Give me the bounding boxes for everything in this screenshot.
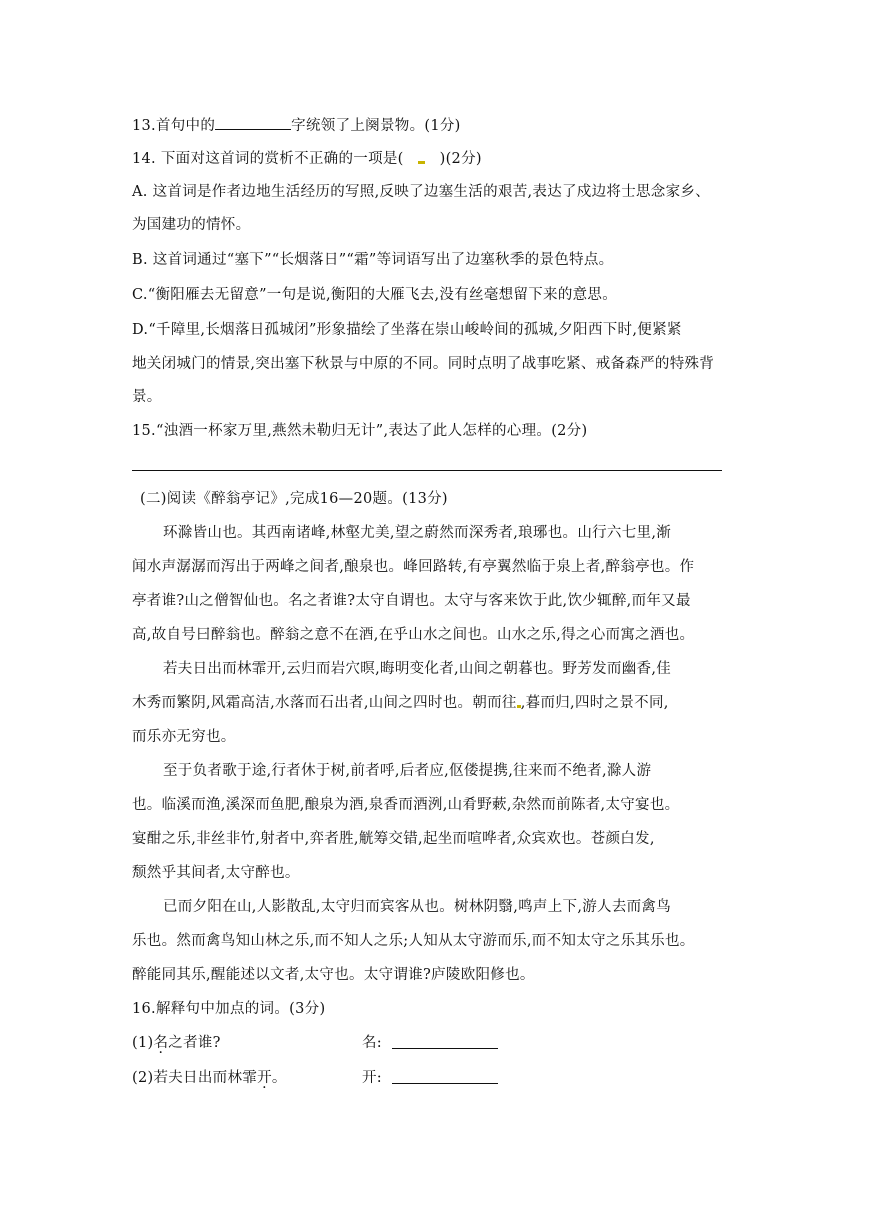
option-d-line1: D.“千障里,长烟落日孤城闭”形象描绘了坐落在崇山峻岭间的孤城,夕阳西下时,便紧紧 <box>132 322 682 338</box>
section-2-heading: (二)阅读《醉翁亭记》,完成16—20题。(13分) <box>140 491 448 507</box>
passage-line: 宴酣之乐,非丝非竹,射者中,弈者胜,觥筹交错,起坐而喧哗者,众宾欢也。苍颜白发, <box>132 831 655 847</box>
q13-answer-blank[interactable] <box>215 115 291 130</box>
option-c: C.“衡阳雁去无留意”一句是说,衡阳的大雁飞去,没有丝毫想留下来的意思。 <box>132 287 618 303</box>
passage-line: 颓然乎其间者,太守醉也。 <box>132 865 300 881</box>
question-16: 16.解释句中加点的词。(3分) <box>132 1001 326 1017</box>
q13-text-after: 字统领了上阕景物。(1分) <box>291 118 461 134</box>
item-text: 。 <box>271 1070 287 1086</box>
q16-item-1 <box>132 1031 221 1052</box>
q15-answer-line[interactable] <box>132 470 722 471</box>
passage-line: 已而夕阳在山,人影散乱,太守归而宾客从也。树林阴翳,鸣声上下,游人去而禽鸟 <box>163 899 672 915</box>
passage-line: 环滁皆山也。其西南诸峰,林壑尤美,望之蔚然而深秀者,琅琊也。山行六七里,渐 <box>163 525 672 541</box>
q13-text-before: 13.首句中的 <box>132 118 216 134</box>
option-a-line2: 为国建功的情怀。 <box>132 217 251 233</box>
passage-line: 亭者谁?山之僧智仙也。名之者谁?太守自谓也。太守与客来饮于此,饮少辄醉,而年又最 <box>132 593 691 609</box>
passage-line <box>132 691 669 712</box>
dotted-word: 开 <box>257 1070 272 1086</box>
q16-item-2-answer-blank[interactable] <box>392 1082 498 1084</box>
option-b: B. 这首词通过“塞下”“长烟落日”“霜”等词语写出了边塞秋季的景色特点。 <box>132 252 614 268</box>
question-13 <box>132 114 461 135</box>
dotted-word: 名 <box>153 1035 169 1051</box>
passage-line: 至于负者歌于途,行者休于树,前者呼,后者应,伛偻提携,往来而不绝者,滁人游 <box>163 763 652 779</box>
q14-stem-after: )(2分) <box>439 151 482 167</box>
passage-text: ,暮而归,四时之景不同, <box>520 695 669 711</box>
q14-stem-before: 14. 下面对这首词的赏析不正确的一项是( <box>132 151 404 167</box>
passage-line: 高,故自号曰醉翁也。醉翁之意不在酒,在乎山水之间也。山水之乐,得之心而寓之酒也。 <box>132 627 695 643</box>
q16-item-1-answer-blank[interactable] <box>392 1047 498 1049</box>
passage-line: 也。临溪而渔,溪深而鱼肥,酿泉为酒,泉香而酒洌,山肴野蔌,杂然而前陈者,太守宴也。 <box>132 797 680 813</box>
question-14 <box>132 147 482 168</box>
passage-line: 而乐亦无穷也。 <box>132 729 236 745</box>
passage-text: 木秀而繁阴,风霜高洁,水落而石出者,山间之四时也。朝而往 <box>132 695 517 711</box>
option-d-line2: 地关闭城门的情景,突出塞下秋景与中原的不同。同时点明了战事吃紧、戒备森严的特殊背 <box>132 356 715 372</box>
q16-item-2-label: 开: <box>362 1070 382 1086</box>
item-number: (2) <box>132 1070 154 1086</box>
q14-answer-blank[interactable] <box>404 151 440 167</box>
passage-line: 闻水声潺潺而泻出于两峰之间者,酿泉也。峰回路转,有亭翼然临于泉上者,醉翁亭也。作 <box>132 559 695 575</box>
item-text: 若夫日出而林霏 <box>153 1070 258 1086</box>
option-a-line1: A. 这首词是作者边地生活经历的写照,反映了边塞生活的艰苦,表达了戍边将士思念家乡、 <box>132 184 711 200</box>
question-15: 15.“浊酒一杯家万里,燕然未勒归无计”,表达了此人怎样的心理。(2分) <box>132 423 588 439</box>
option-d-line3: 景。 <box>132 389 162 405</box>
q16-item-2 <box>132 1066 287 1087</box>
highlight-mark <box>418 161 425 164</box>
item-number: (1) <box>132 1035 154 1051</box>
passage-line: 乐也。然而禽鸟知山林之乐,而不知人之乐;人知从太守游而乐,而不知太守之乐其乐也。 <box>132 933 695 949</box>
passage-line: 醉能同其乐,醒能述以文者,太守也。太守谓谁?庐陵欧阳修也。 <box>132 967 535 983</box>
item-text: 之者谁? <box>168 1035 221 1051</box>
passage-line: 若夫日出而林霏开,云归而岩穴暝,晦明变化者,山间之朝暮也。野芳发而幽香,佳 <box>163 661 672 677</box>
q16-item-1-label: 名: <box>362 1035 382 1051</box>
